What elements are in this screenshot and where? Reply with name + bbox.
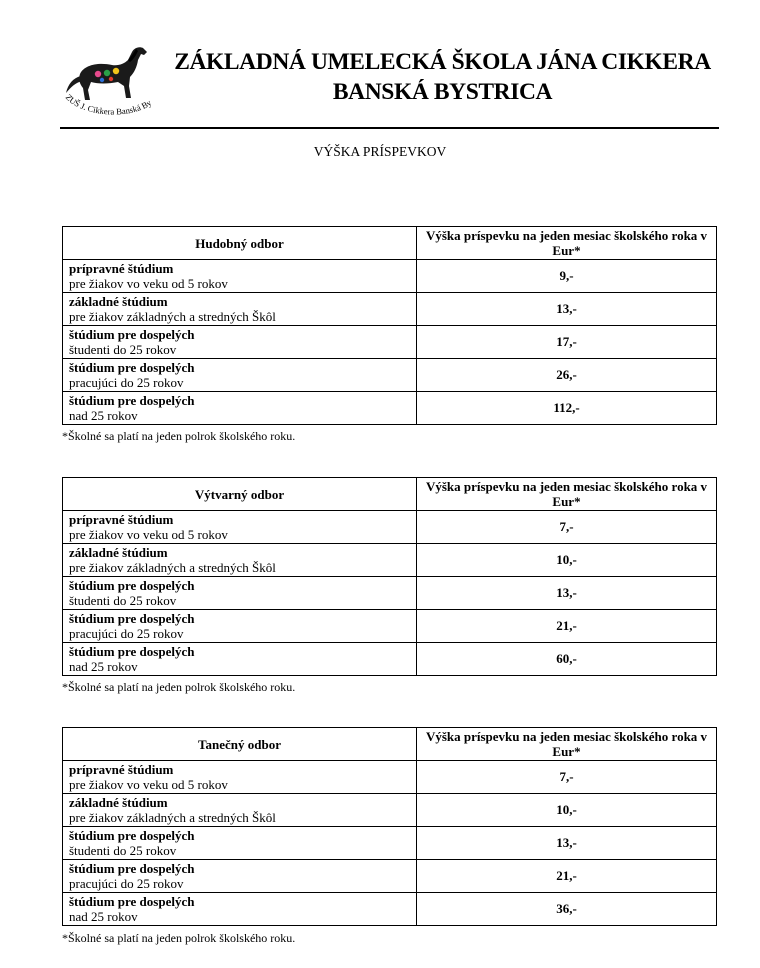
study-type: štúdium pre dospelých [69,611,195,626]
table-row [63,293,717,326]
study-type-cell [63,293,417,326]
study-desc: pre žiakov základných a stredných Škôl [69,810,276,825]
study-type: štúdium pre dospelých [69,644,195,659]
study-desc: pre žiakov základných a stredných Škôl [69,309,276,324]
fee-value: 21,- [417,610,717,643]
table-row [63,511,717,544]
fee-value: 10,- [417,794,717,827]
study-type: základné štúdium [69,294,168,309]
study-type: štúdium pre dospelých [69,828,195,843]
study-type-cell [63,761,417,794]
study-type: štúdium pre dospelých [69,360,195,375]
department-header: Hudobný odbor [63,227,417,260]
study-type: štúdium pre dospelých [69,894,195,909]
fee-table-dance [62,727,717,926]
school-logo [58,38,158,124]
table-row [63,260,717,293]
table-row [63,643,717,676]
horse-logo-icon [66,47,147,100]
study-type-cell [63,511,417,544]
study-type: štúdium pre dospelých [69,327,195,342]
fee-value: 7,- [417,761,717,794]
study-type-cell [63,893,417,926]
table-header-row [63,728,717,761]
study-desc: nad 25 rokov [69,909,138,924]
table-row [63,860,717,893]
school-city: BANSKÁ BYSTRICA [332,79,553,105]
table-row [63,761,717,794]
fee-table-art [62,477,717,676]
study-type: štúdium pre dospelých [69,393,195,408]
table-row [63,577,717,610]
study-desc: pre žiakov základných a stredných Škôl [69,560,276,575]
school-name: ZÁKLADNÁ UMELECKÁ ŠKOLA JÁNA CIKKERA [174,49,711,75]
department-header: Tanečný odbor [63,728,417,761]
study-type: štúdium pre dospelých [69,861,195,876]
study-type: základné štúdium [69,795,168,810]
fee-value: 36,- [417,893,717,926]
study-desc: pracujúci do 25 rokov [69,626,184,641]
fee-value: 21,- [417,860,717,893]
fee-value: 10,- [417,544,717,577]
study-desc: pracujúci do 25 rokov [69,876,184,891]
study-desc: pre žiakov vo veku od 5 rokov [69,527,228,542]
table-header-row [63,227,717,260]
table-row [63,794,717,827]
fee-table-music [62,226,717,425]
table-row [63,827,717,860]
study-type-cell [63,392,417,425]
study-type: prípravné štúdium [69,762,174,777]
table-row [63,893,717,926]
study-type: prípravné štúdium [69,512,174,527]
study-type-cell [63,326,417,359]
fee-value: 13,- [417,577,717,610]
study-type: štúdium pre dospelých [69,578,195,593]
footnote: *Školné sa platí na jeden polrok školského roku. [62,429,296,443]
fee-value: 13,- [417,293,717,326]
study-type-cell [63,359,417,392]
header-divider [60,127,719,129]
study-type-cell [63,827,417,860]
study-desc: nad 25 rokov [69,659,138,674]
study-desc: pre žiakov vo veku od 5 rokov [69,777,228,792]
study-desc: pracujúci do 25 rokov [69,375,184,390]
table-row [63,326,717,359]
fee-value: 112,- [417,392,717,425]
table-header-row [63,478,717,511]
footnote: *Školné sa platí na jeden polrok školského roku. [62,680,296,694]
study-desc: pre žiakov vo veku od 5 rokov [69,276,228,291]
study-type-cell [63,577,417,610]
study-desc: študenti do 25 rokov [69,843,177,858]
fee-value: 60,- [417,643,717,676]
study-type-cell [63,610,417,643]
fee-value: 7,- [417,511,717,544]
table-row [63,610,717,643]
study-type: prípravné štúdium [69,261,174,276]
fee-value: 17,- [417,326,717,359]
table-row [63,359,717,392]
study-desc: študenti do 25 rokov [69,342,177,357]
logo-text: ZUŠ J. Cikkera Banská By [63,91,154,117]
fee-value: 26,- [417,359,717,392]
study-type-cell [63,860,417,893]
fee-value: 9,- [417,260,717,293]
footnote: *Školné sa platí na jeden polrok školského roku. [62,931,296,945]
page-title: VÝŠKA PRÍSPEVKOV [313,144,447,159]
table-row [63,544,717,577]
study-type-cell [63,260,417,293]
study-type-cell [63,544,417,577]
fee-value: 13,- [417,827,717,860]
fee-column-header: Výška príspevku na jeden mesiac školského roka v Eur* [417,227,717,260]
fee-column-header: Výška príspevku na jeden mesiac školského roka v Eur* [417,728,717,761]
study-desc: študenti do 25 rokov [69,593,177,608]
study-type-cell [63,794,417,827]
fee-column-header: Výška príspevku na jeden mesiac školského roka v Eur* [417,478,717,511]
study-desc: nad 25 rokov [69,408,138,423]
department-header: Výtvarný odbor [63,478,417,511]
table-row [63,392,717,425]
study-type-cell [63,643,417,676]
study-type: základné štúdium [69,545,168,560]
